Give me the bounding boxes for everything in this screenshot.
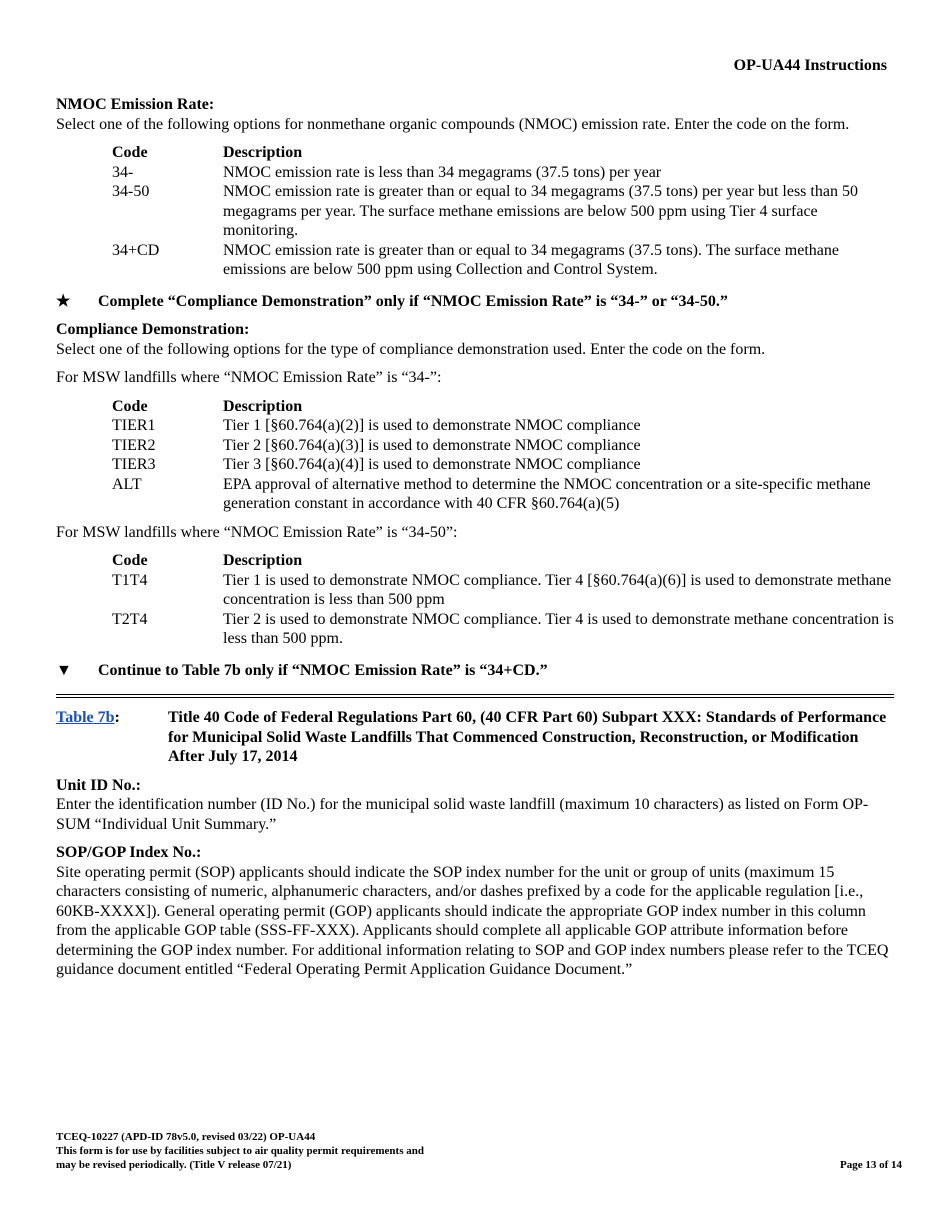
sop-text: Site operating permit (SOP) applicants should indicate the SOP index number for the unit or group of units (maximum 15 characters consisting of numeric, alphanumeric characters, and/or dashes prefixed by a code for the applicable regulation [i.e., 60KB-XXXX]). General operating permit (GOP) applicants should indicate the appropriate GOP index number in this column from the applicable GOP table (SSS-FF-XXX). Applicants should complete all applicable GOP attribute information before determining the GOP index number. For additional information relating to SOP and GOP index numbers please refer to the TCEQ guidance document entitled “Federal Operating Permit Application Guidance Document.” (56, 863, 889, 978)
col-desc-header: Description (223, 552, 303, 569)
table-row (112, 571, 894, 610)
row-code: TIER2 (112, 436, 156, 454)
col-desc-header: Description (223, 397, 303, 415)
note-text: Complete “Compliance Demonstration” only if “NMOC Emission Rate” is “34-” or “34-50.” (98, 292, 728, 310)
sop-heading: SOP/GOP Index No.: (56, 844, 202, 861)
row-code: TIER1 (112, 417, 156, 434)
row-desc: Tier 3 [§60.764(a)(4)] is used to demonstrate NMOC compliance (223, 456, 641, 473)
row-desc: NMOC emission rate is less than 34 megagrams (37.5 tons) per year (223, 163, 662, 181)
compliance-sub1: For MSW landfills where “NMOC Emission Rate” is “34-”: (56, 369, 442, 386)
page-header-title: OP-UA44 Instructions (733, 57, 887, 74)
nmoc-intro: Select one of the following options for nonmethane organic compounds (NMOC) emission rate. Enter the code on the form. (56, 115, 850, 133)
row-desc: Tier 1 [§60.764(a)(2)] is used to demonstrate NMOC compliance (223, 417, 641, 434)
col-code-header: Code (112, 397, 148, 415)
row-desc: NMOC emission rate is greater than or equal to 34 megagrams (37.5 tons) per year but less than 50 megagrams per year. The surface methane emissions are below 500 ppm using Tier 4 surface monitoring. (223, 183, 858, 239)
nmoc-code-table (112, 143, 894, 280)
row-code: T2T4 (112, 610, 148, 628)
row-code: 34- (112, 163, 134, 181)
note-text: Continue to Table 7b only if “NMOC Emission Rate” is “34+CD.” (98, 661, 548, 679)
footer-line-3: may be revised periodically. (Title V release 07/21) (56, 1159, 292, 1171)
compliance-heading: Compliance Demonstration: (56, 321, 250, 338)
nmoc-heading: NMOC Emission Rate: (56, 96, 215, 113)
table-7b-title-text: Title 40 Code of Federal Regulations Part 60, (40 CFR Part 60) Subpart XXX: Standards of Performance for Municipal Solid Waste Landfills That Commenced Construction, Reconstruction, or Modification After July 17, 2014 (168, 709, 887, 765)
row-desc: EPA approval of alternative method to determine the NMOC concentration or a site-specific methane generation constant in accordance with 40 CFR §60.764(a)(5) (223, 475, 871, 512)
document-body (56, 95, 894, 980)
row-code: T1T4 (112, 571, 148, 589)
page-number: Page 13 of 14 (839, 1159, 902, 1171)
label-colon: : (114, 709, 120, 726)
table-row (112, 241, 894, 280)
section-divider (56, 694, 894, 698)
col-code-header: Code (112, 144, 148, 161)
compliance-sub2: For MSW landfills where “NMOC Emission Rate” is “34-50”: (56, 523, 458, 541)
table-row (112, 455, 894, 475)
table-7b-title (56, 708, 894, 767)
compliance-intro: Select one of the following options for the type of compliance demonstration used. Enter the code on the form. (56, 340, 766, 358)
col-code-header: Code (112, 552, 148, 569)
footer-line-2: This form is for use by facilities subject to air quality permit requirements and (56, 1145, 424, 1157)
table-row (112, 475, 894, 514)
triangle-down-icon: ▼ (56, 661, 72, 679)
row-desc: Tier 2 is used to demonstrate NMOC compliance. Tier 4 is used to demonstrate methane concentration is less than 500 ppm. (223, 610, 894, 647)
row-desc: Tier 1 is used to demonstrate NMOC compliance. Tier 4 [§60.764(a)(6)] is used to demonstrate methane concentration is less than 500 ppm (223, 571, 892, 608)
star-icon: ★ (56, 292, 71, 310)
document-page (56, 0, 902, 1230)
note-compliance (56, 292, 894, 312)
unit-id-heading: Unit ID No.: (56, 776, 141, 794)
row-code: 34+CD (112, 241, 160, 259)
unit-id-text: Enter the identification number (ID No.) for the municipal solid waste landfill (maximum 10 characters) as listed on Form OP-SUM “Individual Unit Summary.” (56, 796, 869, 833)
table-7b-link[interactable]: Table 7b (56, 709, 115, 726)
col-desc-header: Description (223, 144, 303, 161)
row-desc: NMOC emission rate is greater than or equal to 34 megagrams (37.5 tons). The surface methane emissions are below 500 ppm using Collection and Control System. (223, 241, 839, 278)
row-desc: Tier 2 [§60.764(a)(3)] is used to demonstrate NMOC compliance (223, 436, 641, 454)
footer-form-id: TCEQ-10227 (APD-ID 78v5.0, revised 03/22) OP-UA44 (56, 1131, 316, 1143)
page-footer (56, 1130, 902, 1172)
compliance-code-table-2 (112, 551, 894, 649)
table-row (112, 610, 894, 649)
row-code: 34-50 (112, 183, 150, 200)
table-row (112, 436, 894, 456)
table-row (112, 163, 894, 183)
note-continue (56, 661, 894, 681)
row-code: ALT (112, 475, 142, 493)
table-7b-label (56, 708, 120, 728)
row-code: TIER3 (112, 456, 156, 473)
compliance-code-table-1 (112, 397, 894, 514)
table-row (112, 416, 894, 436)
table-row (112, 182, 894, 241)
